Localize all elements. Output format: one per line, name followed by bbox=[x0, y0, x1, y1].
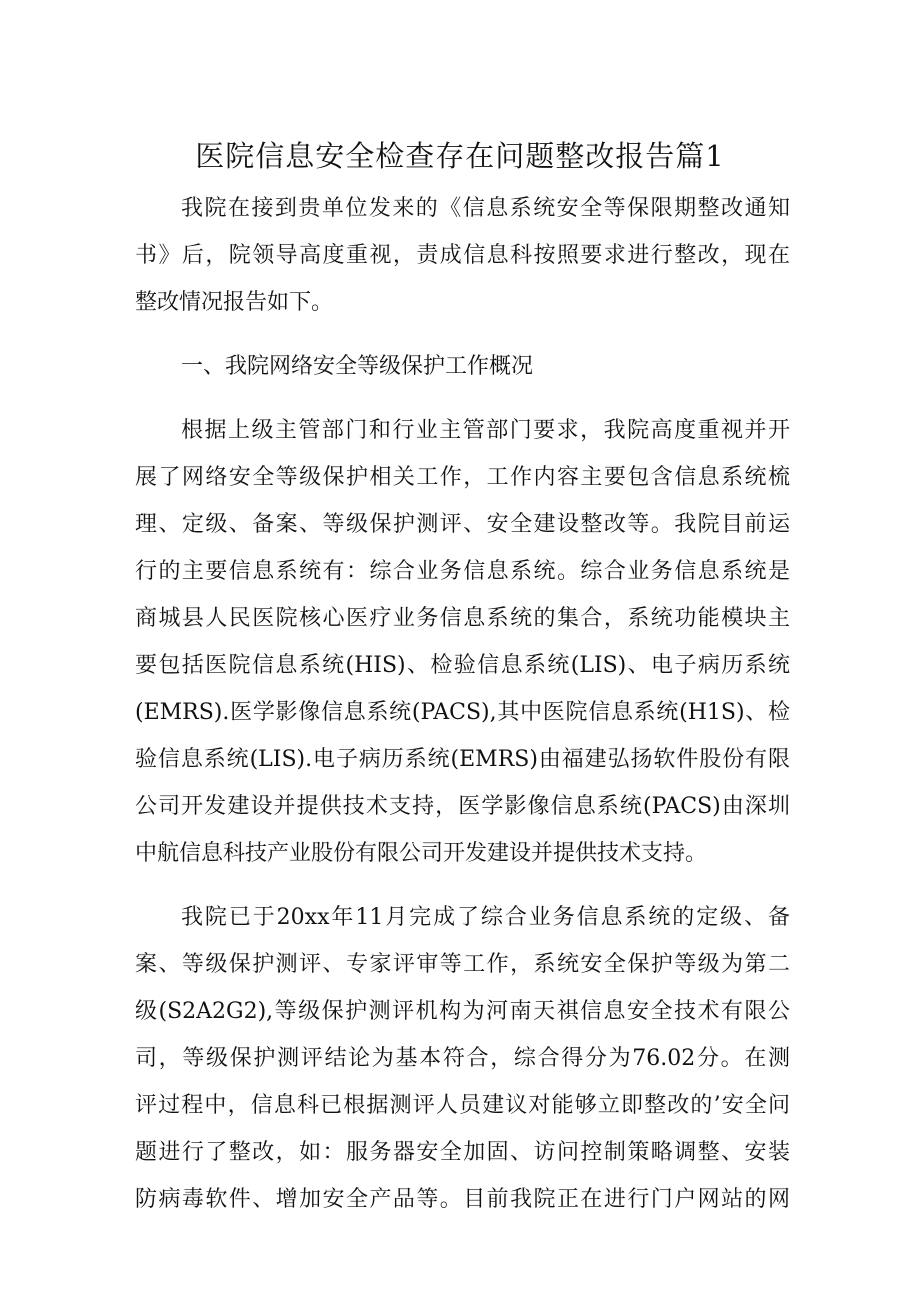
paragraph-assessment bbox=[135, 894, 790, 1223]
paragraph-gap bbox=[135, 326, 790, 343]
text-line: 验信息系统(LIS).电子病历系统(EMRS)由福建弘扬软件股份有限 bbox=[135, 747, 790, 772]
text-line: 防病毒软件、增加安全产品等。目前我院正在进行门户网站的网 bbox=[135, 1187, 790, 1212]
text-line: 整改情况报告如下。 bbox=[135, 290, 334, 315]
paragraph-gap bbox=[135, 390, 790, 407]
text-line: 案、等级保护测评、专家评审等工作，系统安全保护等级为第二 bbox=[135, 952, 790, 977]
text-line: 展了网络安全等级保护相关工作，工作内容主要包含信息系统梳 bbox=[135, 465, 790, 490]
text-line: 中航信息科技产业股份有限公司开发建设并提供技术支持。 bbox=[135, 841, 708, 866]
document-body bbox=[135, 185, 790, 1223]
text-line: 一、我院网络安全等级保护工作概况 bbox=[181, 354, 534, 379]
text-line: 要包括医院信息系统(HIS)、检验信息系统(LIS)、电子病历系统 bbox=[135, 653, 790, 678]
text-line: 我院在接到贵单位发来的《信息系统安全等保限期整改通知 bbox=[181, 196, 790, 221]
text-line: 理、定级、备案、等级保护测评、安全建设整改等。我院目前运 bbox=[135, 512, 790, 537]
text-line: 行的主要信息系统有：综合业务信息系统。综合业务信息系统是 bbox=[135, 559, 790, 584]
text-line: 我院已于20xx年11月完成了综合业务信息系统的定级、备 bbox=[181, 905, 790, 930]
text-line: (EMRS).医学影像信息系统(PACS),其中医院信息系统(H1S)、检 bbox=[135, 700, 790, 725]
paragraph-intro bbox=[135, 185, 790, 326]
text-line: 商城县人民医院核心医疗业务信息系统的集合，系统功能模块主 bbox=[135, 606, 790, 631]
text-line: 根据上级主管部门和行业主管部门要求，我院高度重视并开 bbox=[181, 418, 790, 443]
text-line: 书》后，院领导高度重视，责成信息科按照要求进行整改，现在 bbox=[135, 243, 790, 268]
text-line: 级(S2A2G2),等级保护测评机构为河南天祺信息安全技术有限公 bbox=[135, 999, 790, 1024]
text-line: 司，等级保护测评结论为基本符合，综合得分为76.02分。在测 bbox=[135, 1046, 790, 1071]
text-line: 评过程中，信息科已根据测评人员建议对能够立即整改的’安全问 bbox=[135, 1093, 790, 1118]
paragraph-gap bbox=[135, 877, 790, 894]
paragraph-overview bbox=[135, 407, 790, 877]
text-line: 公司开发建设并提供技术支持，医学影像信息系统(PACS)由深圳 bbox=[135, 794, 790, 819]
document-title: 医院信息安全检查存在问题整改报告篇1 bbox=[195, 139, 725, 173]
section-heading bbox=[135, 343, 790, 390]
text-line: 题进行了整改，如：服务器安全加固、访问控制策略调整、安装 bbox=[135, 1140, 790, 1165]
